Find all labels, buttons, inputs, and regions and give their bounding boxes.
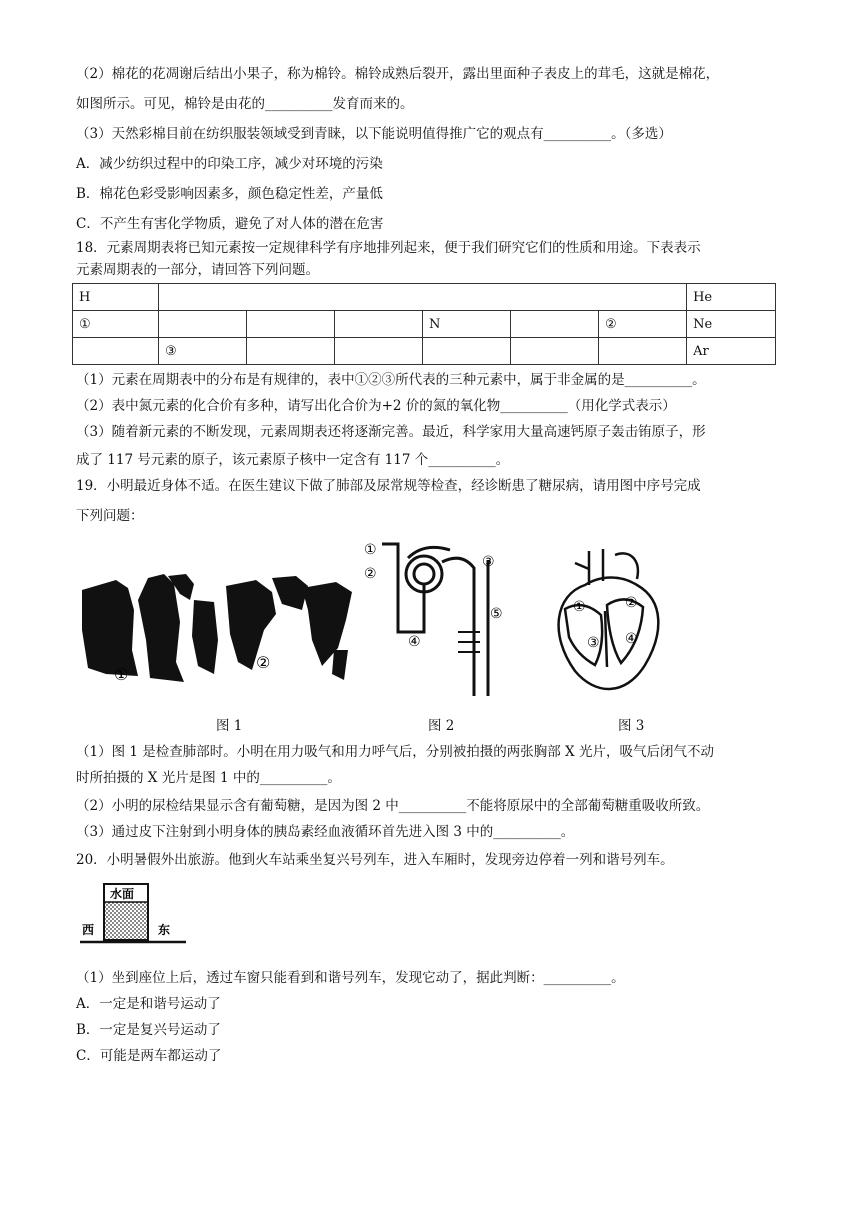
q20-intro: 20．小明暑假外出旅游。他到火车站乘坐复兴号列车，进入车厢时，发现旁边停着一列和谐号列车。: [76, 852, 674, 868]
table-cell: [247, 338, 335, 365]
heart-figure: [545, 545, 670, 700]
fig1-label-2: ②: [256, 653, 271, 672]
q19-intro-line1: 19．小明最近身体不适。在医生建议下做了肺部及尿常规等检查，经诊断患了糖尿病，请用图中序号完成: [76, 478, 701, 494]
nephron-figure: [362, 532, 512, 707]
table-cell: [159, 284, 687, 311]
q17-option-a: A．减少纺织过程中的印染工序，减少对环境的污染: [76, 156, 383, 172]
caption-fig3: 图 3: [618, 718, 645, 734]
table-cell: [335, 338, 423, 365]
q17-option-b: B．棉花色彩受影响因素多，颜色稳定性差，产量低: [76, 186, 383, 202]
table-cell: [73, 338, 159, 365]
fig3-label-3: ③: [587, 635, 600, 651]
fig2-label-1: ①: [364, 542, 377, 558]
table-cell: Ar: [687, 338, 776, 365]
q20-option-c: C．可能是两车都运动了: [76, 1048, 222, 1064]
water-cup-figure: [78, 880, 188, 950]
q18-part3-line1: （3）随着新元素的不断发现，元素周期表还将逐渐完善。最近，科学家用大量高速钙原子轰击铕原子，形: [76, 424, 706, 440]
q18-part2: （2）表中氮元素的化合价有多种，请写出化合价为+2 价的氮的氧化物__________（用化学式表示）: [76, 398, 676, 414]
fig2-label-4: ④: [408, 634, 421, 650]
fig-label-west: 西: [82, 923, 95, 937]
table-cell: He: [687, 284, 776, 311]
q17-part2-line2: 如图所示。可见，棉铃是由花的__________发育而来的。: [76, 96, 414, 112]
table-row: [73, 338, 776, 365]
table-cell: ②: [599, 311, 687, 338]
q18-part1: （1）元素在周期表中的分布是有规律的，表中①②③所代表的三种元素中，属于非金属的是__________。: [76, 372, 706, 388]
table-cell: Ne: [687, 311, 776, 338]
q19-part3: （3）通过皮下注射到小明身体的胰岛素经血液循环首先进入图 3 中的__________。: [76, 824, 575, 840]
q18-intro-line2: 元素周期表的一部分，请回答下列问题。: [76, 262, 319, 278]
table-row: [73, 284, 776, 311]
q19-intro-line2: 下列问题：: [76, 508, 144, 524]
xray-inhale: [82, 574, 218, 682]
fig2-label-5: ⑤: [490, 606, 503, 622]
table-cell: N: [423, 311, 511, 338]
table-cell: ①: [73, 311, 159, 338]
q20-option-b: B．一定是复兴号运动了: [76, 1022, 221, 1038]
table-cell: [335, 311, 423, 338]
table-cell: [511, 338, 599, 365]
fig-label-east: 东: [158, 923, 171, 937]
chest-xray-figure: [76, 570, 366, 700]
q17-option-c: C．不产生有害化学物质，避免了对人体的潜在危害: [76, 216, 384, 232]
fig-label-water-surface: 水面: [110, 887, 135, 901]
q17-part2-line1: （2）棉花的花凋谢后结出小果子，称为棉铃。棉铃成熟后裂开，露出里面种子表皮上的茸毛，这就是棉花，: [76, 66, 720, 82]
q18-intro-line1: 18．元素周期表将已知元素按一定规律科学有序地排列起来，便于我们研究它们的性质和用途。下表表示: [76, 240, 701, 256]
water-fill: [105, 902, 147, 939]
table-cell: [511, 311, 599, 338]
q19-part1-line1: （1）图 1 是检查肺部时。小明在用力吸气和用力呼气后，分别被拍摄的两张胸部 X 光片，吸气后闭气不动: [76, 744, 714, 760]
fig2-label-2: ②: [364, 566, 377, 582]
caption-fig2: 图 2: [428, 718, 455, 734]
q19-part1-line2: 时所拍摄的 X 光片是图 1 中的__________。: [76, 770, 341, 786]
q20-option-a: A．一定是和谐号运动了: [76, 996, 221, 1012]
fig3-label-1: ①: [573, 599, 586, 615]
q20-part1: （1）坐到座位上后，透过车窗只能看到和谐号列车，发现它动了，据此判断：__________。: [76, 970, 625, 986]
fig1-label-1: ①: [114, 665, 129, 684]
periodic-table: [72, 283, 776, 365]
table-cell: [423, 338, 511, 365]
xray-exhale: [226, 576, 352, 680]
fig3-label-2: ②: [625, 595, 638, 611]
table-row: [73, 311, 776, 338]
table-cell: [599, 338, 687, 365]
fig2-label-3: ③: [482, 554, 495, 570]
fig3-label-4: ④: [625, 631, 638, 647]
table-cell: [247, 311, 335, 338]
table-cell: ③: [159, 338, 247, 365]
q19-part2: （2）小明的尿检结果显示含有葡萄糖，是因为图 2 中__________不能将原尿中的全部葡萄糖重吸收所致。: [76, 798, 710, 814]
q17-part3: （3）天然彩棉目前在纺织服装领域受到青睐，以下能说明值得推广它的观点有__________。（多选）: [76, 126, 672, 142]
q18-part3-line2: 成了 117 号元素的原子，该元素原子核中一定含有 117 个__________。: [76, 452, 510, 468]
table-cell: H: [73, 284, 159, 311]
caption-fig1: 图 1: [216, 718, 243, 734]
table-cell: [159, 311, 247, 338]
